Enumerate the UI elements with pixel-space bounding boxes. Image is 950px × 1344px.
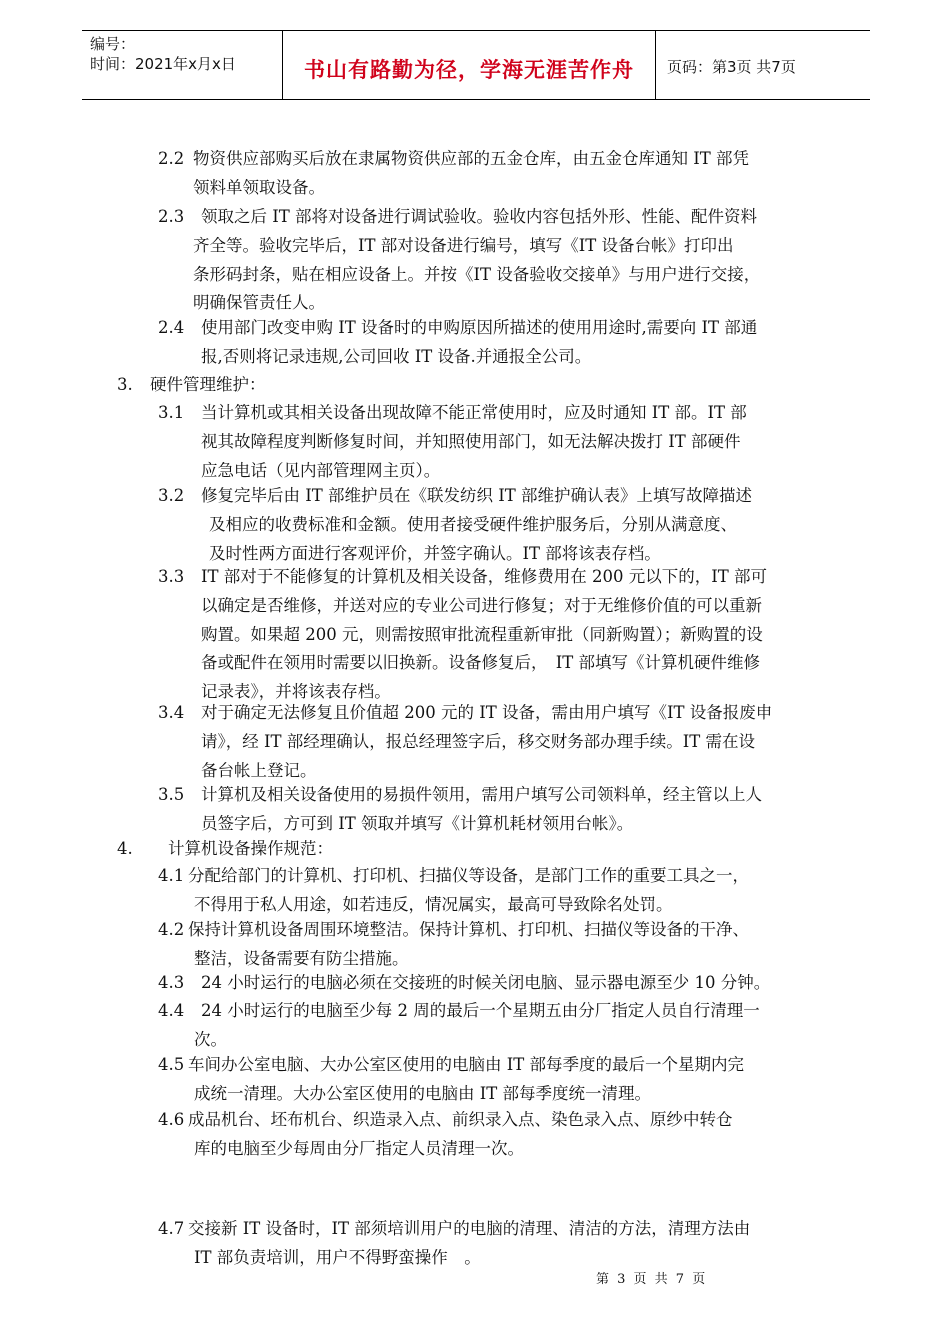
section-line: 计算机及相关设备使用的易损件领用，需用户填写公司领料单，经主管以上人: [201, 785, 762, 804]
section-number: 4.1: [158, 866, 185, 885]
section-line: 车间办公室电脑、大办公室区使用的电脑由 IT 部每季度的最后一个星期内完: [188, 1055, 745, 1074]
section-number: 3.2: [158, 486, 185, 505]
document-number-label: 编号：: [90, 35, 136, 53]
section-line: 齐全等。验收完毕后，IT 部对设备进行编号，填写《IT 设备台帐》打印出: [193, 235, 734, 255]
section-number: 4.7: [158, 1219, 185, 1238]
section-line: 备台帐上登记。: [201, 760, 317, 780]
section-line: 及时性两方面进行客观评价，并签字确认。IT 部将该表存档。: [209, 543, 661, 563]
section-line: 领料单领取设备。: [193, 177, 325, 197]
section-number: 2.4: [158, 318, 185, 337]
section-line: 交接新 IT 设备时，IT 部须培训用户的电脑的清理、清洁的方法，清理方法由: [188, 1219, 751, 1238]
section-line: 记录表》，并将该表存档。: [201, 682, 391, 702]
section-number: 4.2: [158, 920, 185, 939]
section-heading: 计算机设备操作规范：: [168, 839, 333, 858]
header-motto: 书山有路勤为径，学海无涯苦作舟: [304, 58, 634, 82]
section-line: 对于确定无法修复且价值超 200 元的 IT 设备，需由用户填写《IT 设备报废申: [201, 703, 773, 722]
section-number: 4.3: [158, 973, 185, 992]
section-number: 3.3: [158, 567, 185, 586]
section-line: 员签字后，方可到 IT 领取并填写《计算机耗材领用台帐》。: [201, 813, 634, 833]
section-number: 3.1: [158, 403, 185, 422]
section-line: 购置。如果超 200 元，则需按照审批流程重新审批（同新购置）；新购置的设: [201, 624, 763, 644]
section-number: 4.6: [158, 1110, 185, 1129]
section-number: 3.4: [158, 703, 185, 722]
section-line: 使用部门改变申购 IT 设备时的申购原因所描述的使用用途时,需要向 IT 部通: [201, 318, 758, 337]
section-line: 应急电话（见内部管理网主页）。: [201, 460, 441, 480]
section-line: 报,否则将记录违规,公司回收 IT 设备.并通报全公司。: [201, 346, 592, 366]
section-number: 2.3: [158, 207, 185, 226]
header-motto-cell: [282, 31, 656, 99]
section-line: 及相应的收费标准和金额。使用者接受硬件维护服务后，分别从满意度、: [209, 514, 737, 534]
header-page-number: 页码：第3页 共7页: [667, 58, 796, 76]
document-time-label: 时间：2021年x月x日: [90, 55, 236, 73]
section-line: 备或配件在领用时需要以旧换新。设备修复后， IT 部填写《计算机硬件维修: [201, 653, 761, 673]
section-line: 成品机台、坯布机台、织造录入点、前织录入点、染色录入点、原纱中转仓: [188, 1110, 733, 1129]
section-line: 视其故障程度判断修复时间，并知照使用部门，如无法解决拨打 IT 部硬件: [201, 431, 741, 451]
section-line: 分配给部门的计算机、打印机、扫描仪等设备，是部门工作的重要工具之一，: [188, 866, 749, 885]
section-line: 物资供应部购买后放在隶属物资供应部的五金仓库，由五金仓库通知 IT 部凭: [193, 149, 750, 168]
section-number: 4.5: [158, 1055, 185, 1074]
section-number: 2.2: [158, 149, 185, 168]
page-footer: 第 3 页 共 7 页: [596, 1272, 708, 1287]
section-line: 不得用于私人用途，如若违反，情况属实，最高可导致除名处罚。: [194, 894, 673, 914]
section-number: 3.: [117, 375, 133, 394]
section-line: 明确保管责任人。: [193, 293, 325, 313]
section-line: 次。: [194, 1029, 227, 1049]
section-line: 库的电脑至少每周由分厂指定人员清理一次。: [194, 1138, 524, 1158]
section-line: IT 部对于不能修复的计算机及相关设备，维修费用在 200 元以下的，IT 部可: [201, 567, 768, 586]
section-number: 4.4: [158, 1001, 185, 1020]
section-number: 4.: [117, 839, 133, 858]
section-line: IT 部负责培训，用户不得野蛮操作 。: [194, 1247, 481, 1267]
section-line: 领取之后 IT 部将对设备进行调试验收。验收内容包括外形、性能、配件资料: [201, 207, 758, 226]
section-line: 请》，经 IT 部经理确认，报总经理签字后，移交财务部办理手续。IT 需在设: [201, 731, 756, 751]
section-line: 当计算机或其相关设备出现故障不能正常使用时，应及时通知 IT 部。IT 部: [201, 403, 747, 422]
section-line: 整洁，设备需要有防尘措施。: [194, 948, 409, 968]
section-line: 修复完毕后由 IT 部维护员在《联发纺织 IT 部维护确认表》上填写故障描述: [201, 486, 753, 505]
section-line: 条形码封条，贴在相应设备上。并按《IT 设备验收交接单》与用户进行交接，: [193, 264, 761, 284]
section-line: 以确定是否维修，并送对应的专业公司进行修复；对于无维修价值的可以重新: [201, 595, 762, 615]
section-line: 24 小时运行的电脑必须在交接班的时候关闭电脑、显示器电源至少 10 分钟。: [201, 973, 771, 992]
header-page-cell: [655, 31, 870, 99]
section-heading: 硬件管理维护：: [150, 375, 266, 394]
section-number: 3.5: [158, 785, 185, 804]
section-line: 保持计算机设备周围环境整洁。保持计算机、打印机、扫描仪等设备的干净、: [188, 920, 749, 939]
page-header: [82, 30, 870, 100]
header-meta-cell: [82, 31, 282, 99]
section-line: 24 小时运行的电脑至少每 2 周的最后一个星期五由分厂指定人员自行清理一: [201, 1001, 760, 1020]
section-line: 成统一清理。大办公室区使用的电脑由 IT 部每季度统一清理。: [194, 1083, 652, 1103]
